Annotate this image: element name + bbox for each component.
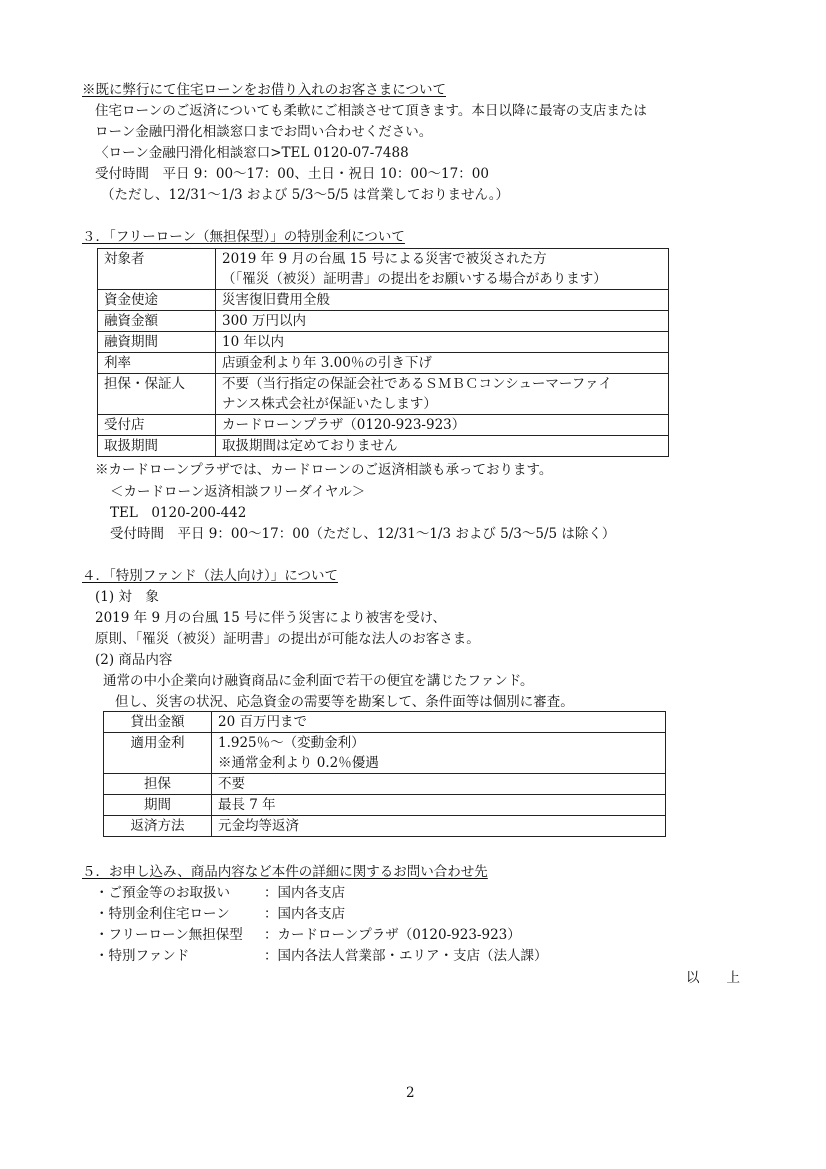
table-value: 不要 <box>212 774 666 795</box>
table-value: 元金均等返済 <box>212 816 666 837</box>
page-number: 2 <box>406 1085 415 1101</box>
table-row <box>104 774 666 795</box>
table-row <box>98 374 669 415</box>
table-label: 返済方法 <box>104 816 212 837</box>
contact-value-2: ：国内各支店 <box>264 906 345 922</box>
section4-sub1-line-2: 原則、「罹災（被災）証明書」の提出が可能な法人のお客さま。 <box>95 631 480 647</box>
table-value: 20 百万円まで <box>212 712 666 733</box>
section3-note-1: ※カードローンプラザでは、カードローンのご返済相談も承っております。 <box>95 462 553 478</box>
table-row <box>104 712 666 733</box>
table-label: 融資期間 <box>98 332 216 353</box>
table-label: 期間 <box>104 795 212 816</box>
section3-note-2: ＜カードローン返済相談フリーダイヤル＞ <box>110 484 366 500</box>
table-row <box>98 353 669 374</box>
contact-label-3: ・フリーローン無担保型 <box>95 927 243 943</box>
table-value: 取扱期間は定めておりません <box>216 436 669 457</box>
table-row <box>98 290 669 311</box>
table-row <box>104 816 666 837</box>
table-value: 300 万円以内 <box>216 311 669 332</box>
closing-text: 以 上 <box>686 970 740 986</box>
table-label: 貸出金額 <box>104 712 212 733</box>
table-value: 不要（当行指定の保証会社であるＳＭＢＣコンシューマーファイ ナンス株式会社が保証いたします） <box>216 374 669 415</box>
table-row <box>98 415 669 436</box>
table-row <box>98 249 669 290</box>
housing-loan-line-2: ローン金融円滑化相談窓口までお問い合わせください。 <box>95 124 433 140</box>
table-row <box>104 733 666 774</box>
housing-loan-line-1: 住宅ローンのご返済についても柔軟にご相談させて頂きます。本日以降に最寄の支店または <box>95 103 647 119</box>
housing-loan-line-4: 受付時間 平日 9：00～17：00、土日・祝日 10：00～17：00 <box>95 166 489 182</box>
table-value: 10 年以内 <box>216 332 669 353</box>
contact-label-2: ・特別金利住宅ローン <box>95 906 230 922</box>
section4-sub2-line-2: 但し、災害の状況、応急資金の需要等を勘案して、条件面等は個別に審査。 <box>115 694 574 710</box>
table-label: 受付店 <box>98 415 216 436</box>
section4-sub1-title: (1) 対 象 <box>95 589 159 605</box>
contact-value-4: ：国内各法人営業部・エリア・支店（法人課） <box>264 948 548 964</box>
table-value: 最長 7 年 <box>212 795 666 816</box>
section3-heading: ３．「フリーローン（無担保型）」の特別金利について <box>82 229 405 245</box>
table-label: 対象者 <box>98 249 216 290</box>
table-row <box>98 436 669 457</box>
section4-sub1-line-1: 2019 年 9 月の台風 15 号に伴う災害により被害を受け、 <box>95 610 447 626</box>
special-fund-table <box>103 711 666 837</box>
contact-label-1: ・ご預金等のお取扱い <box>95 885 230 901</box>
section4-sub2-line-1: 通常の中小企業向け融資商品に金利面で若干の便宜を講じたファンド。 <box>103 673 534 689</box>
table-label: 融資金額 <box>98 311 216 332</box>
section3-note-3: TEL 0120-200-442 <box>110 505 247 521</box>
table-value: 2019 年 9 月の台風 15 号による災害で被災された方 （「罹災（被災）証明書」の提出をお願いする場合があります） <box>216 249 669 290</box>
table-label: 利率 <box>98 353 216 374</box>
section3-note-4: 受付時間 平日 9：00～17：00（ただし、12/31～1/3 および 5/3～5/5 は除く） <box>110 526 616 542</box>
table-value: カードローンプラザ（0120-923-923） <box>216 415 669 436</box>
housing-loan-heading: ※既に弊行にて住宅ローンをお借り入れのお客さまについて <box>82 82 446 98</box>
table-label: 資金使途 <box>98 290 216 311</box>
housing-loan-line-3: 〈ローン金融円滑化相談窓口>TEL 0120-07-7488 <box>95 145 409 161</box>
free-loan-table <box>97 248 669 457</box>
table-label: 取扱期間 <box>98 436 216 457</box>
table-row <box>98 311 669 332</box>
section4-sub2-title: (2) 商品内容 <box>95 652 173 668</box>
section4-heading: ４．「特別ファンド（法人向け）」について <box>82 568 338 584</box>
table-label: 担保 <box>104 774 212 795</box>
table-value: 店頭金利より年 3.00％の引き下げ <box>216 353 669 374</box>
table-label: 適用金利 <box>104 733 212 774</box>
contact-value-1: ：国内各支店 <box>264 885 345 901</box>
section5-heading: ５．お申し込み、商品内容など本件の詳細に関するお問い合わせ先 <box>82 864 488 880</box>
table-row <box>98 332 669 353</box>
contact-label-4: ・特別ファンド <box>95 948 190 964</box>
table-row <box>104 795 666 816</box>
table-label: 担保・保証人 <box>98 374 216 415</box>
table-value: 災害復旧費用全般 <box>216 290 669 311</box>
housing-loan-line-5: （ただし、12/31～1/3 および 5/3～5/5 は営業しておりません。） <box>101 187 510 203</box>
table-value: 1.925％～（変動金利） ※通常金利より 0.2％優遇 <box>212 733 666 774</box>
contact-value-3: ：カードローンプラザ（0120-923-923） <box>264 927 521 943</box>
